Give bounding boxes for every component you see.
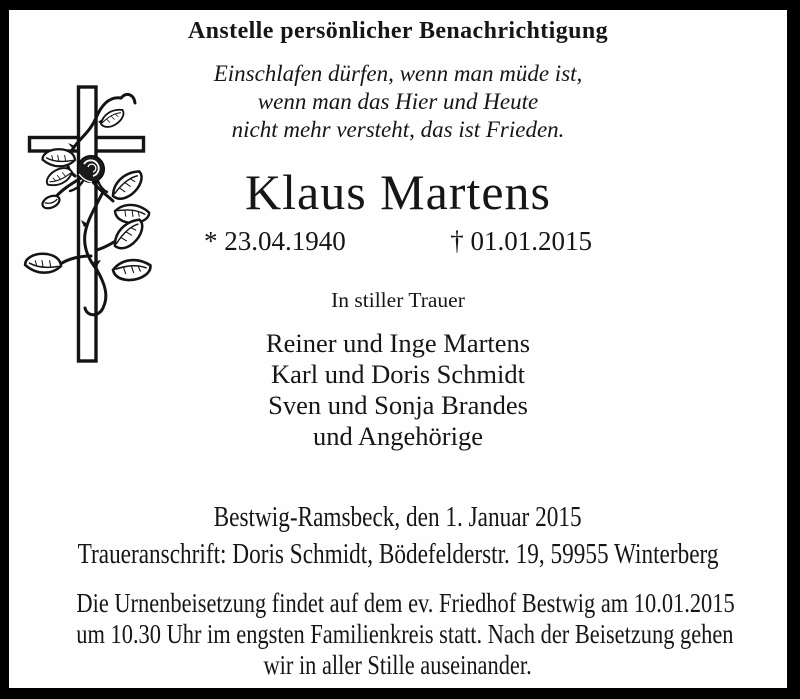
mourner-name: und Angehörige bbox=[312, 421, 483, 451]
deceased-name: Klaus Martens bbox=[245, 164, 551, 220]
funeral-info-line: wir in aller Stille auseinander. bbox=[263, 650, 533, 680]
birth-date: * 23.04.1940 bbox=[204, 226, 346, 256]
mourner-name: Karl und Doris Schmidt bbox=[271, 359, 525, 389]
mourner-name: Sven und Sonja Brandes bbox=[268, 390, 528, 420]
mourning-intro: In stiller Trauer bbox=[331, 288, 465, 312]
quote-line: wenn man das Hier und Heute bbox=[257, 89, 539, 114]
quote-line: nicht mehr versteht, das ist Frieden. bbox=[231, 117, 565, 142]
memorial-quote bbox=[9, 60, 787, 144]
death-date: † 01.01.2015 bbox=[450, 226, 592, 256]
obituary-paper bbox=[9, 10, 787, 688]
mourner-name: Reiner und Inge Martens bbox=[265, 328, 531, 358]
condolence-address: Traueranschrift: Doris Schmidt, Bödefelderstr. 19, 59955 Winterberg bbox=[77, 539, 719, 570]
quote-line: Einschlafen dürfen, wenn man müde ist, bbox=[213, 61, 583, 86]
funeral-info bbox=[9, 590, 787, 683]
notice-header: Anstelle persönlicher Benachrichtigung bbox=[187, 18, 609, 44]
funeral-info-line: Die Urnenbeisetzung findet auf dem ev. Friedhof Bestwig am 10.01.2015 bbox=[76, 588, 735, 618]
funeral-info-line: um 10.30 Uhr im engsten Familienkreis statt. Nach der Beisetzung gehen bbox=[76, 619, 734, 649]
dateline: Bestwig-Ramsbeck, den 1. Januar 2015 bbox=[214, 502, 582, 533]
mourners-list bbox=[9, 328, 787, 452]
life-dates bbox=[204, 226, 592, 257]
